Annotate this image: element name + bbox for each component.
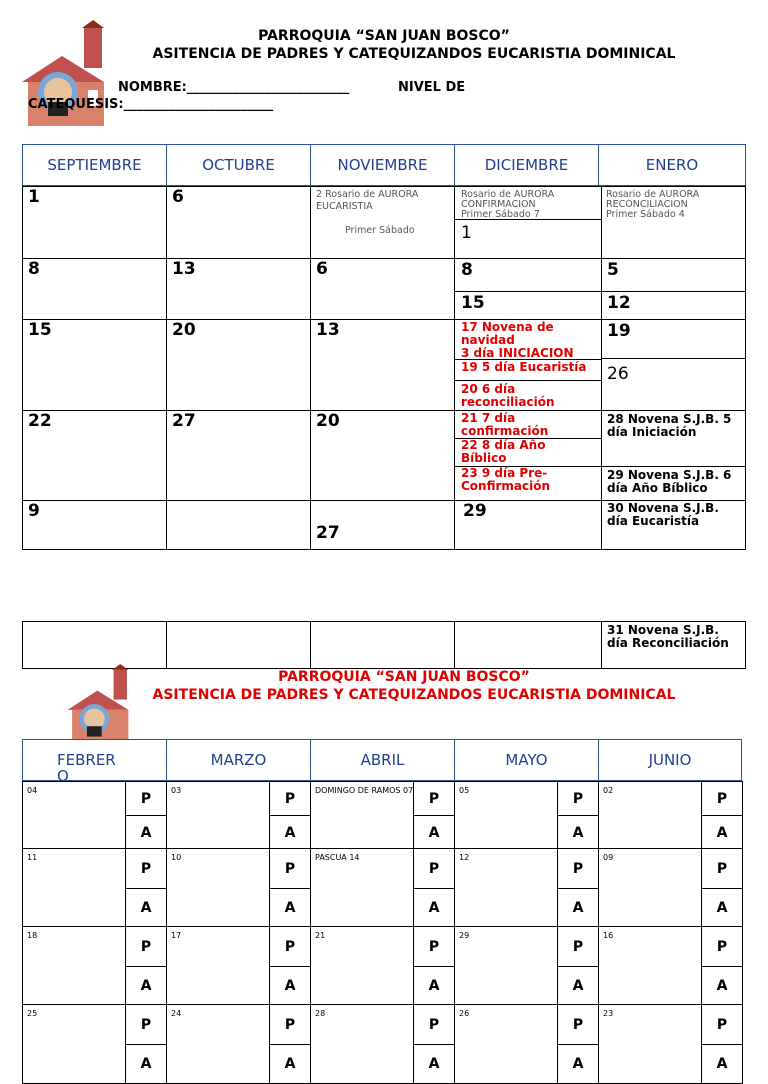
day-cell: 21 7 día confirmación 22 8 día Año Bíblico 23 9 día Pre-Confirmación [454,410,602,501]
attendance-day-cell [22,926,126,1006]
day-label: 18 [27,931,38,940]
day-label: 12 [459,853,470,862]
day-cell: 31 Novena S.J.B. día Reconciliación [601,621,746,669]
attendance-day-cell [22,848,126,928]
present-mark-box[interactable]: P [701,848,743,889]
present-mark-box[interactable]: P [413,781,455,816]
absent-mark-box[interactable]: A [125,1044,167,1084]
attendance-day-cell [22,1004,126,1084]
present-mark-box[interactable]: P [269,1004,311,1045]
day-cell: 29 [454,500,602,550]
present-mark-box[interactable]: P [557,1004,599,1045]
present-mark-box[interactable]: P [413,926,455,967]
day-label: 17 [171,931,182,940]
sheet-title: ASITENCIA DE PADRES Y CATEQUIZANDOS EUCARISTIA DOMINICAL [152,687,676,703]
parish-title: PARROQUIA “SAN JUAN BOSCO” [278,669,530,685]
absent-mark-box[interactable]: A [557,966,599,1006]
day-label: 10 [171,853,182,862]
day-cell: 17 Novena de navidad 3 día INICIACION 19 5 día Eucaristía 20 6 día reconciliación [454,319,602,411]
absent-mark-box[interactable]: A [125,966,167,1006]
day-cell: 20 [166,319,311,411]
day-cell [166,500,311,550]
absent-mark-box[interactable]: A [701,815,743,850]
month-header: ENERO [598,144,746,186]
attendance-day-cell [598,1004,702,1084]
attendance-day-cell [310,848,414,928]
day-cell: 22 [22,410,167,501]
present-mark-box[interactable]: P [701,781,743,816]
day-cell: 6 [166,186,311,259]
attendance-day-cell [310,926,414,1006]
present-mark-box[interactable]: P [125,1004,167,1045]
attendance-day-cell [310,781,414,850]
day-label: 02 [603,786,614,795]
attendance-day-cell [166,781,270,850]
present-mark-box[interactable]: P [125,781,167,816]
day-cell: 8 [22,258,167,320]
day-label: 11 [27,853,38,862]
attendance-day-cell [454,781,558,850]
absent-mark-box[interactable]: A [413,1044,455,1084]
nivel-label: NIVEL DE [398,80,466,95]
month-header: JUNIO [598,739,742,781]
present-mark-box[interactable]: P [557,848,599,889]
absent-mark-box[interactable]: A [701,1044,743,1084]
attendance-day-cell [454,926,558,1006]
attendance-day-cell [454,848,558,928]
present-mark-box[interactable]: P [701,1004,743,1045]
day-cell [166,621,311,669]
day-label: 21 [315,931,326,940]
attendance-day-cell [598,926,702,1006]
absent-mark-box[interactable]: A [701,888,743,928]
absent-mark-box[interactable]: A [557,888,599,928]
absent-mark-box[interactable]: A [269,1044,311,1084]
catequesis-field: CATEQUESIS:_______________________ [28,97,274,112]
month-header: SEPTIEMBRE [22,144,167,186]
day-label: 29 [459,931,470,940]
day-label: 03 [171,786,182,795]
parish-title: PARROQUIA “SAN JUAN BOSCO” [258,28,510,44]
day-cell: 15 [22,319,167,411]
absent-mark-box[interactable]: A [125,888,167,928]
attendance-day-cell [166,1004,270,1084]
present-mark-box[interactable]: P [125,848,167,889]
month-header: NOVIEMBRE [310,144,455,186]
attendance-day-cell [310,1004,414,1084]
day-label: 16 [603,931,614,940]
day-label: 24 [171,1009,182,1018]
attendance-day-cell [598,848,702,928]
attendance-day-cell [598,781,702,850]
sheet-title: ASITENCIA DE PADRES Y CATEQUIZANDOS EUCARISTIA DOMINICAL [152,46,676,62]
absent-mark-box[interactable]: A [269,815,311,850]
present-mark-box[interactable]: P [125,926,167,967]
day-cell: 30 Novena S.J.B. día Eucaristía [601,500,746,550]
absent-mark-box[interactable]: A [125,815,167,850]
day-label: 26 [459,1009,470,1018]
day-cell [454,621,602,669]
nombre-field: NOMBRE:_________________________ [118,80,350,95]
present-mark-box[interactable]: P [269,848,311,889]
day-cell: Rosario de AURORA RECONCILIACION Primer Sábado 4 [601,186,746,259]
present-mark-box[interactable]: P [701,926,743,967]
month-header: MAYO [454,739,599,781]
day-label: 04 [27,786,38,795]
month-header: MARZO [166,739,311,781]
day-label: 09 [603,853,614,862]
day-cell: 20 [310,410,455,501]
day-label: 28 [315,1009,326,1018]
day-cell: 13 [166,258,311,320]
absent-mark-box[interactable]: A [413,888,455,928]
absent-mark-box[interactable]: A [269,966,311,1006]
day-cell: 5 12 [601,258,746,320]
attendance-day-cell [166,848,270,928]
present-mark-box[interactable]: P [269,926,311,967]
day-cell: 19 26 [601,319,746,411]
day-cell: 8 15 [454,258,602,320]
day-cell: 1 [22,186,167,259]
present-mark-box[interactable]: P [269,781,311,816]
day-cell: Rosario de AURORA CONFIRMACION Primer Sábado 7 1 [454,186,602,259]
day-label: 05 [459,786,470,795]
month-header: DICIEMBRE [454,144,599,186]
absent-mark-box[interactable]: A [557,815,599,850]
day-cell [22,621,167,669]
day-cell: 6 [310,258,455,320]
day-label: 23 [603,1009,614,1018]
day-cell: 27 [310,500,455,550]
attendance-day-cell [454,1004,558,1084]
absent-mark-box[interactable]: A [557,1044,599,1084]
absent-mark-box[interactable]: A [701,966,743,1006]
present-mark-box[interactable]: P [557,781,599,816]
month-header: FEBRER O [22,739,167,781]
absent-mark-box[interactable]: A [413,966,455,1006]
day-label: DOMINGO DE RAMOS 07 [315,786,414,795]
attendance-day-cell [22,781,126,850]
absent-mark-box[interactable]: A [269,888,311,928]
present-mark-box[interactable]: P [557,926,599,967]
attendance-day-cell [166,926,270,1006]
day-cell: 28 Novena S.J.B. 5 día Iniciación 29 Novena S.J.B. 6 día Año Bíblico [601,410,746,501]
day-label: 25 [27,1009,38,1018]
day-label: PASCUA 14 [315,853,360,862]
month-header: ABRIL [310,739,455,781]
day-cell: 13 [310,319,455,411]
absent-mark-box[interactable]: A [413,815,455,850]
day-cell: 9 [22,500,167,550]
day-cell [310,621,455,669]
present-mark-box[interactable]: P [413,848,455,889]
day-cell: 2 Rosario de AURORA EUCARISTIA Primer Sábado [310,186,455,259]
day-cell: 27 [166,410,311,501]
month-header: OCTUBRE [166,144,311,186]
present-mark-box[interactable]: P [413,1004,455,1045]
